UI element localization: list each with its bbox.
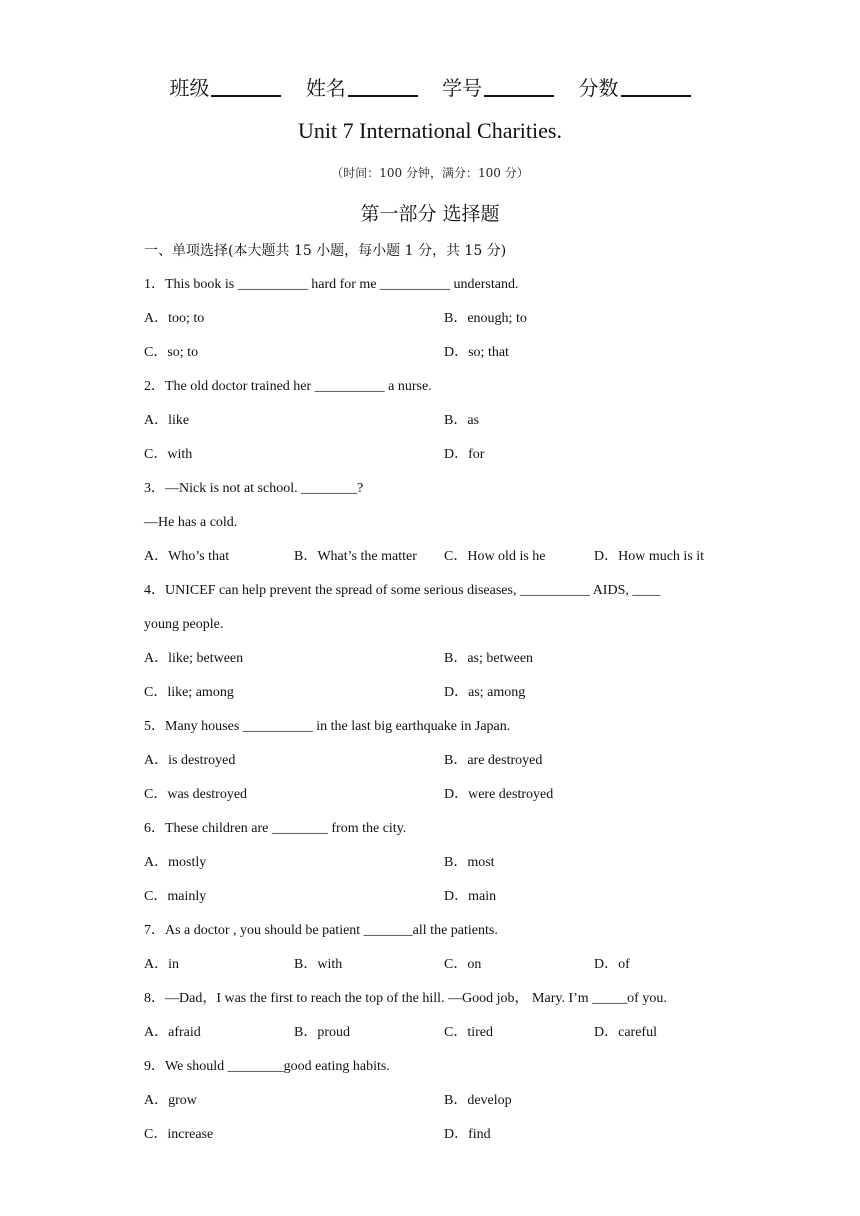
question-stem: 6．These children are ________ from the city. [144,821,407,836]
answer-option[interactable]: C．was destroyed [144,787,248,802]
student-info-line [0,72,860,101]
question-stem: 1．This book is __________ hard for me __________ understand. [144,277,519,292]
answer-option[interactable]: A．too; to [144,311,205,326]
question-2 [144,370,744,472]
options-row [144,676,744,710]
question-stem: —He has a cold. [144,515,238,530]
answer-option[interactable]: D．for [444,447,485,462]
options-row [144,642,744,676]
question-stem: 3．—Nick is not at school. ________? [144,481,364,496]
answer-option[interactable]: B．are destroyed [444,753,543,768]
answer-option[interactable]: D．find [444,1127,491,1142]
answer-option[interactable]: A．mostly [144,855,207,870]
options-row [144,846,744,880]
answer-option[interactable]: B．most [444,855,495,870]
options-row [144,778,744,812]
answer-option[interactable]: C．increase [144,1127,214,1142]
options-row [144,336,744,370]
name-field [306,76,418,100]
options-row [144,1084,744,1118]
name-label: 姓名 [305,76,346,100]
options-row [144,880,744,914]
question-5 [144,710,744,812]
answer-option[interactable]: D．as; among [444,685,526,700]
answer-option[interactable]: B．as; between [444,651,534,666]
answer-option[interactable]: C．mainly [144,889,207,904]
options-row [144,1118,744,1152]
question-9 [144,1050,744,1152]
question-stem: 7．As a doctor , you should be patient _______all the patients. [144,923,498,938]
question-6 [144,812,744,914]
answer-option[interactable]: A．is destroyed [144,753,236,768]
student-number-field [442,76,554,100]
answer-option[interactable]: D．careful [594,1025,657,1040]
answer-option[interactable]: B．develop [444,1093,512,1108]
answer-option[interactable]: A．grow [144,1093,197,1108]
score-label: 分数 [578,76,619,100]
answer-option[interactable]: C．How old is he [444,549,546,564]
answer-option[interactable]: C．so; to [144,345,199,360]
page-title: Unit 7 International Charities. [298,118,562,143]
part-title: 第一部分 选择题 [360,203,500,225]
answer-option[interactable]: A．in [144,957,179,972]
options-row [144,404,744,438]
exam-time-info: （时间：100 分钟，满分：100 分） [331,166,529,180]
class-label: 班级 [169,76,210,100]
score-blank[interactable] [621,77,691,97]
score-field [579,76,691,100]
answer-option[interactable]: B．enough; to [444,311,527,326]
answer-option[interactable]: D．of [594,957,630,972]
answer-option[interactable]: D．main [444,889,497,904]
options-row [144,438,744,472]
question-stem: 8．—Dad，I was the first to reach the top of the hill. —Good job， Mary. I’m _____of you. [144,991,667,1006]
answer-option[interactable]: D．How much is it [594,549,705,564]
question-7 [144,914,744,982]
answer-option[interactable]: B．with [294,957,343,972]
answer-option[interactable]: B．What’s the matter [294,549,417,564]
student-number-blank[interactable] [484,77,554,97]
answer-option[interactable]: B．proud [294,1025,350,1040]
answer-option[interactable]: A．afraid [144,1025,201,1040]
answer-option[interactable]: B．as [444,413,479,428]
question-list [144,268,744,1152]
answer-option[interactable]: D．were destroyed [444,787,554,802]
question-3 [144,472,744,574]
question-stem: 5．Many houses __________ in the last big earthquake in Japan. [144,719,511,734]
question-4 [144,574,744,710]
class-field [169,76,281,100]
section-title: 一、单项选择(本大题共 15 小题，每小题 1 分，共 15 分) [144,243,507,259]
options-row [144,744,744,778]
options-row [144,540,744,574]
answer-option[interactable]: A．like [144,413,190,428]
question-stem: young people. [144,617,224,632]
answer-option[interactable]: D．so; that [444,345,509,360]
answer-option[interactable]: A．Who’s that [144,549,230,564]
question-stem: 9．We should ________good eating habits. [144,1059,390,1074]
name-blank[interactable] [348,77,418,97]
class-blank[interactable] [211,77,281,97]
question-stem: 2．The old doctor trained her __________ a nurse. [144,379,432,394]
answer-option[interactable]: C．on [444,957,482,972]
answer-option[interactable]: C．tired [444,1025,493,1040]
options-row [144,1016,744,1050]
answer-option[interactable]: A．like; between [144,651,244,666]
student-number-label: 学号 [442,76,483,100]
question-1 [144,268,744,370]
question-8 [144,982,744,1050]
answer-option[interactable]: C．like; among [144,685,234,700]
question-stem: 4．UNICEF can help prevent the spread of some serious diseases, __________ AIDS, ____ [144,583,661,598]
options-row [144,302,744,336]
answer-option[interactable]: C．with [144,447,193,462]
options-row [144,948,744,982]
